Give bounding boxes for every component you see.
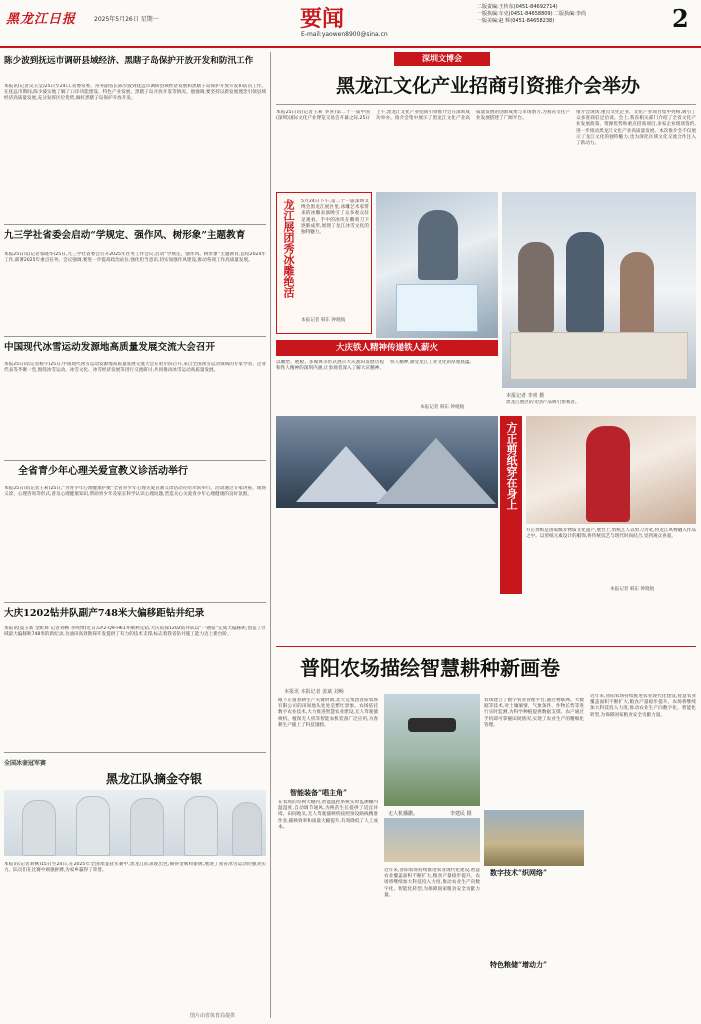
article-headline: 九三学社省委会启动“学规定、强作风、树形象”主题教育 xyxy=(4,230,246,241)
side-box-title: 大庆铁人精神传递铁人薪火 xyxy=(335,343,438,353)
paper-name: 黑龙江日报 xyxy=(6,12,77,27)
sports-photo xyxy=(4,790,266,856)
farm-photo-caption: 无人机播撒。 xyxy=(388,811,419,817)
photo-credit: 本报记者 李喜 摄 xyxy=(506,393,545,399)
mountain-shape xyxy=(376,438,496,504)
sports-headline: 黑龙江队摘金夺银 xyxy=(105,772,202,786)
side-box-body: 以雕塑、展板、多媒体等形式展示大庆油田发展历程和铁人精神的深刻内涵,让参观者深入了解大庆精神、铁人精神,感受龙江工业文化的厚重底蕴。 xyxy=(276,360,475,372)
article-body: 本报25日讯(记者王莉)25日,“为青少年心理健康护航”全省青少年心理关爱宣教义诊活动在哈尔滨举行。活动通过专家讲座、现场义诊、心理咨询等形式,普及心理健康知识,帮助青少年及家长科学认识心理问题,营造关心关爱青少年心理健康的良好氛围。 xyxy=(4,486,266,498)
person-figure xyxy=(418,210,458,280)
papercut-title-bar xyxy=(500,416,522,594)
farm-byline: 本报讯 本报记者 姜斌 刘畅 xyxy=(284,689,344,695)
oil-photo xyxy=(276,416,498,508)
farm-photo-large xyxy=(384,694,480,806)
divider xyxy=(4,336,266,337)
side-box-oil xyxy=(276,340,498,356)
athlete-figure xyxy=(22,800,56,856)
papercut-photo xyxy=(526,416,696,524)
sports-body: 本报讯(记者刘畅)15日至24日,在2025年全国冰壶冠军赛中,黑龙江队表现出色,摘得金牌和银牌,展现了我省冰雪运动的强劲实力。队员们在比赛中顽强拼搏,为家乡赢得了荣誉。 xyxy=(4,862,266,874)
left-column xyxy=(4,54,266,844)
sports-label: 全国冰壶冠军赛 xyxy=(4,760,47,767)
issue-date: 2025年5月26日 星期一 xyxy=(94,16,159,23)
column-separator xyxy=(270,52,271,1018)
visitor-figure xyxy=(566,232,604,332)
article-body: 本报25日讯(记者邹晓华)25日,九三学社省委会召开2025年社务工作会议,启动“学规定、强作风、树形象”主题教育,总结2024年工作,部署2025年重点任务。会议强调,要进一步提高政治站位,强化担当意识,切实加强作风建设,推动各项工作高质量发展。 xyxy=(4,252,266,264)
divider xyxy=(4,752,266,753)
athlete-figure xyxy=(76,796,110,856)
exhibit-table xyxy=(510,332,688,380)
farm-subhead: 智能装备“唱主角” xyxy=(290,788,348,797)
side-box-body: 5月24日下午,第二十一届深圳文博会黑龙江展区里,冰雕艺术家带来的冰雕表演吸引了众多观众驻足观看。手中的冰块在雕刻刀下逐渐成形,展现了龙江冰雪文化的独特魅力。 xyxy=(301,199,369,236)
farm-body: 近年来,普阳农场持续推进农业现代化建设,智慧农业覆盖面积不断扩大,粮食产量稳步提升。农场将继续加大科技投入力度,推动农业生产向数字化、智能化转型,为保障国家粮食安全贡献力量。 xyxy=(590,694,696,718)
divider xyxy=(4,460,266,461)
culture-photo-right xyxy=(502,192,696,388)
farm-photo-small xyxy=(384,818,480,862)
masthead xyxy=(0,0,701,46)
section-rule xyxy=(276,646,696,647)
farm-body: 眼下正值春耕生产关键时期,北大荒集团普阳农场有限公司的田间地头处处是繁忙景象。农场依托数字农业技术,大力推进智慧农业建设,无人驾驶插秧机、植保无人机等智能农机装备广泛应用,为春耕生产插上了科技翅膀。 xyxy=(278,698,378,728)
farm-photo-credit: 李建民 摄 xyxy=(450,811,472,817)
side-box-byline: 本报记者 韩东 钟晓航 xyxy=(301,318,346,323)
athlete-figure xyxy=(130,798,164,856)
divider xyxy=(276,104,696,105)
farm-photo-right xyxy=(484,810,584,866)
side-box-ice xyxy=(276,192,372,334)
side-box-papercut xyxy=(500,416,696,594)
sports-photo-caption: 图片由省体育局提供 xyxy=(190,1013,236,1019)
drone-shape xyxy=(408,718,456,732)
side-box-byline: 本报记者 韩东 钟晓航 xyxy=(420,405,465,410)
article-body: 本报讯(夏玉新 金虹辉 记者刘畅 李鸣博)近日,GY2-Q9-H61井顺利完钻,大庆钻探1202钻井队以“一趟钻”完成大偏移距,创造了区域最大偏移距748米的新纪录,为油田高效勘探开发提供了有力的技术支撑,标志着我省钻井施工能力迈上新台阶。 xyxy=(4,626,266,638)
visitor-figure xyxy=(518,242,554,332)
page-number: 2 xyxy=(672,4,689,33)
farm-body: 在农场的育秧大棚内,智能温控系统实时监测棚内温湿度,自动调节通风,为秧苗生长提供了适宜环境。田间地头,无人驾驶插秧机按照预设路线精准作业,插秧效率和质量大幅提升,有效降低了人工成本。 xyxy=(278,800,378,830)
article-headline: 大庆1202钻井队副产748米大偏移距钻井纪录 xyxy=(4,608,205,619)
culture-body: 推介会现场,重点文化企业、文化产业项目集中亮相,吸引了众多客商驻足洽谈。会上,我省相关部门介绍了全省文化产业发展政策、资源优势和重点招商项目,多家企业现场签约,进一步推动黑龙江文化产业高质量发展。本次推介会不仅展示了龙江文化的独特魅力,也为深化区域文化交流合作注入了新动力。 xyxy=(576,110,696,147)
article-headline: 中国现代冰雪运动发源地高质量发展交流大会召开 xyxy=(4,342,216,353)
editor-line: 一版美编:赵 辉(0451-84658238) xyxy=(477,18,555,24)
banner-label: 深圳文博会 xyxy=(422,54,462,63)
editors-block xyxy=(477,4,667,25)
editor-line: 一版执编:车克(0451-84658809) 二版执编:李尚 xyxy=(477,11,586,17)
farm-headline: 普阳农场描绘智慧耕种新画卷 xyxy=(300,656,560,680)
editor-line: 二版责编:王传东(0451-84692714) xyxy=(477,4,558,10)
article-body: 本报讯(记者吴玉莹)25日至24日,省委常委、常务副省长陈少波到抚远市调研县域经济发展和黑瞎子岛保护开放开发和防汛工作。在抚远市期间,陈少波实地了解了口岸功能建设、特色产业发展、黑瞎子岛开放开发等情况。他强调,要坚持以新发展理念引领县域经济高质量发展,充分发挥区位优势,做好黑瞎子岛保护开放开发。 xyxy=(4,84,266,102)
culture-photo-main xyxy=(376,192,498,338)
culture-lead: 本报25日讯(记者王莉 李喜)第二十一届中国(深圳)国际文化产业博览交易会开幕之际,25日上午,黑龙江文化产业招商引资推介会在深圳成功举办。推介会集中展示了黑龙江文化产业高质量发展的创新成果与市场潜力,为我省文化产业发展搭建了广阔平台。 xyxy=(276,110,570,122)
model-figure xyxy=(586,426,630,522)
side-box-title: 方正剪纸穿在身上 xyxy=(505,422,518,510)
section-title: 要闻 xyxy=(300,6,345,32)
side-box-title: 龙江展团秀冰雕绝活 xyxy=(282,199,295,298)
farm-subhead: 特色粮储“增动力” xyxy=(490,960,548,969)
athlete-figure xyxy=(184,796,218,856)
culture-banner xyxy=(394,52,490,66)
article-headline: 陈少波到抚远市调研县域经济、黑瞎子岛保护开放开发和防汛工作 xyxy=(4,56,254,66)
athlete-figure xyxy=(232,802,262,856)
divider xyxy=(4,224,266,225)
photo-caption: 黑龙江展区的文创产品吸引参观者。 xyxy=(506,400,580,405)
farm-body: 农场建立了数字农业管理平台,通过物联网、大数据等技术,对土壤墒情、气象条件、作物长势等进行实时监测,为科学种植提供数据支撑。农户通过手机即可掌握田间情况,实现了农业生产的精细化管理。 xyxy=(484,698,584,728)
section-email: E-mail:yaowen8900@sina.cn xyxy=(301,31,388,38)
article-headline: 全省青少年心理关爱宣教义诊活动举行 xyxy=(18,466,188,477)
side-box-byline: 本报记者 韩东 钟晓航 xyxy=(610,587,655,592)
divider xyxy=(4,602,266,603)
article-body: 本报25日讯(记者杨宇)25日,中国现代冰雪运动发源地高质量发展交流大会在哈尔滨召开,来自全国冰雪运动领域的专家学者、企业代表等齐聚一堂,围绕冰雪运动、冰雪文化、冰雪经济发展等进行交流研讨,共同推动冰雪运动高质量发展。 xyxy=(4,362,266,374)
culture-headline: 黑龙江文化产业招商引资推介会举办 xyxy=(335,75,640,97)
masthead-rule xyxy=(0,46,701,48)
visitor-figure xyxy=(620,252,654,334)
ice-sculpture xyxy=(396,284,478,332)
farm-subhead: 数字技术“织网络” xyxy=(490,868,548,877)
farm-body: 近年来,普阳农场持续推进农业现代化建设,智慧农业覆盖面积不断扩大,粮食产量稳步提升。农场将继续加大科技投入力度,推动农业生产向数字化、智能化转型,为保障国家粮食安全贡献力量。 xyxy=(384,868,480,898)
side-box-body: 方正剪纸是国家级非物质文化遗产,展台上,剪纸艺人以剪刀为笔,将龙江风物融入作品之中。以剪纸元素设计的服饰,将传统技艺与现代时尚结合,受到观众喜爱。 xyxy=(526,528,696,540)
